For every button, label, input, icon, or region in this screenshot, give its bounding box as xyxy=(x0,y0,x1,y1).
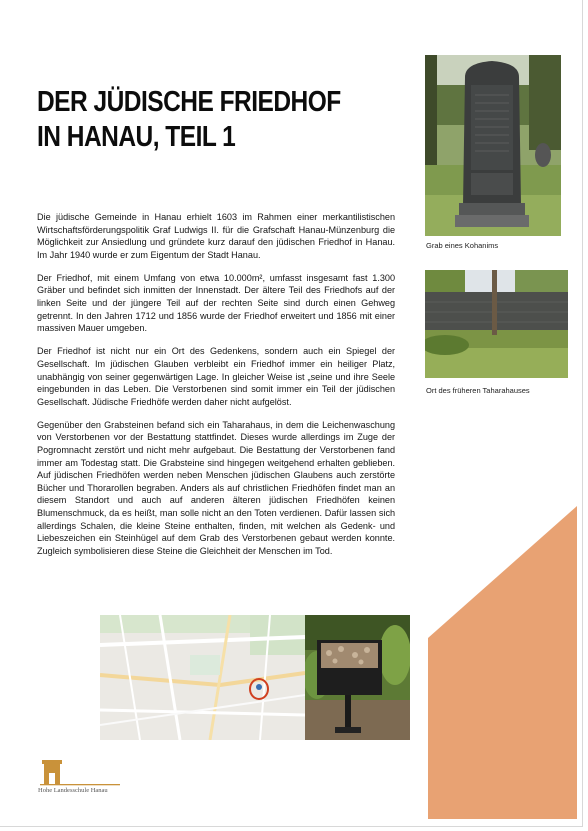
location-map xyxy=(100,615,305,740)
gravestone-image xyxy=(425,55,561,236)
map-image xyxy=(100,615,305,740)
stone-bowl-image xyxy=(305,615,410,740)
gravestone-photo xyxy=(425,55,561,236)
paragraph-3: Der Friedhof ist nicht nur ein Ort des Gedenkens, sondern auch ein Spiegel der Gesellschaft. Im jüdischen Glauben verbleibt ein Friedhof immer ein heiliger Platz, unabhängig von seiner gegenwärtigen Lage. In gleicher Weise ist „seine und ihre Seele eingebunden in das Leben. Die Verstorbenen sind somit immer ein Teil der jüdischen Gesellschaft. Jüdische Friedhöfe werden daher nicht aufgelöst. xyxy=(37,346,396,408)
taharahaus-photo xyxy=(425,270,568,378)
paragraph-4: Gegenüber den Grabsteinen befand sich ein Taharahaus, in dem die Leichenwaschung von Verstorbenen vor der Bestattung stattfindet. Dieses wurde allerdings im Zuge der Pogromnacht zerstört und nicht mehr aufgebaut. Die Bestattung der Verstorbenen fand immer am Todestag statt. Die Grabsteine sind hingegen weitgehend erhalten geblieben. Auf jüdischen Friedhöfen werden neben Menschen jüdischen Glaubens auch zerstörte Bücher und Thorarollen begraben. Anders als auf christlichen Friedhöfen findet man an diesem Standort und auch auf anderen älteren jüdischen Friedhöfen keinen Blumenschmuck, da es heißt, man solle nicht an den Toten verdienen. Dafür lassen sich allerdings Schalen, die kleine Steine enthalten, finden, mit welchen als Gedenk- und Liebeszeichen ein Steinhügel auf dem Grab des Verstorbenen gebaut werden konnte. Zugleich symbolisieren diese Steine die Gleichheit der Menschen im Tod. xyxy=(37,419,396,557)
article-body xyxy=(37,212,395,569)
stone-bowl-photo xyxy=(305,615,410,740)
gravestone-caption: Grab eines Kohanims xyxy=(426,241,499,250)
decorative-orange-shape xyxy=(428,506,577,819)
paragraph-1: Die jüdische Gemeinde in Hanau erhielt 1603 im Rahmen einer merkantilistischen Wirtschaftsförderungspolitik Graf Ludwigs II. für die Grafschaft Hanau-Münzenburg die Möglichkeit zur Ansiedlung und gründete kurz darauf den jüdischen Friedhof in Hanau. Im Jahr 1940 wurde er zum Eigentum der Stadt Hanau. xyxy=(37,212,396,261)
school-name: Hohe Landesschule Hanau xyxy=(38,787,108,794)
paragraph-2: Der Friedhof, mit einem Umfang von etwa 10.000m², umfasst insgesamt fast 1.300 Gräber und befindet sich inmitten der Innenstadt. Der ältere Teil des Friedhofs auf der linken Seite und der jüngere Teil auf der rechten Seite sind durch einen Gehweg getrennt. In den Jahren 1712 und 1856 wurde der Friedhof erweitert und 1856 mit einer massiven Mauer umgeben. xyxy=(37,272,396,335)
page-title: DER JÜDISCHE FRIEDHOF IN HANAU, TEIL 1 xyxy=(37,86,341,153)
taharahaus-image xyxy=(425,270,568,378)
taharahaus-caption: Ort des früheren Taharahauses xyxy=(426,386,530,395)
